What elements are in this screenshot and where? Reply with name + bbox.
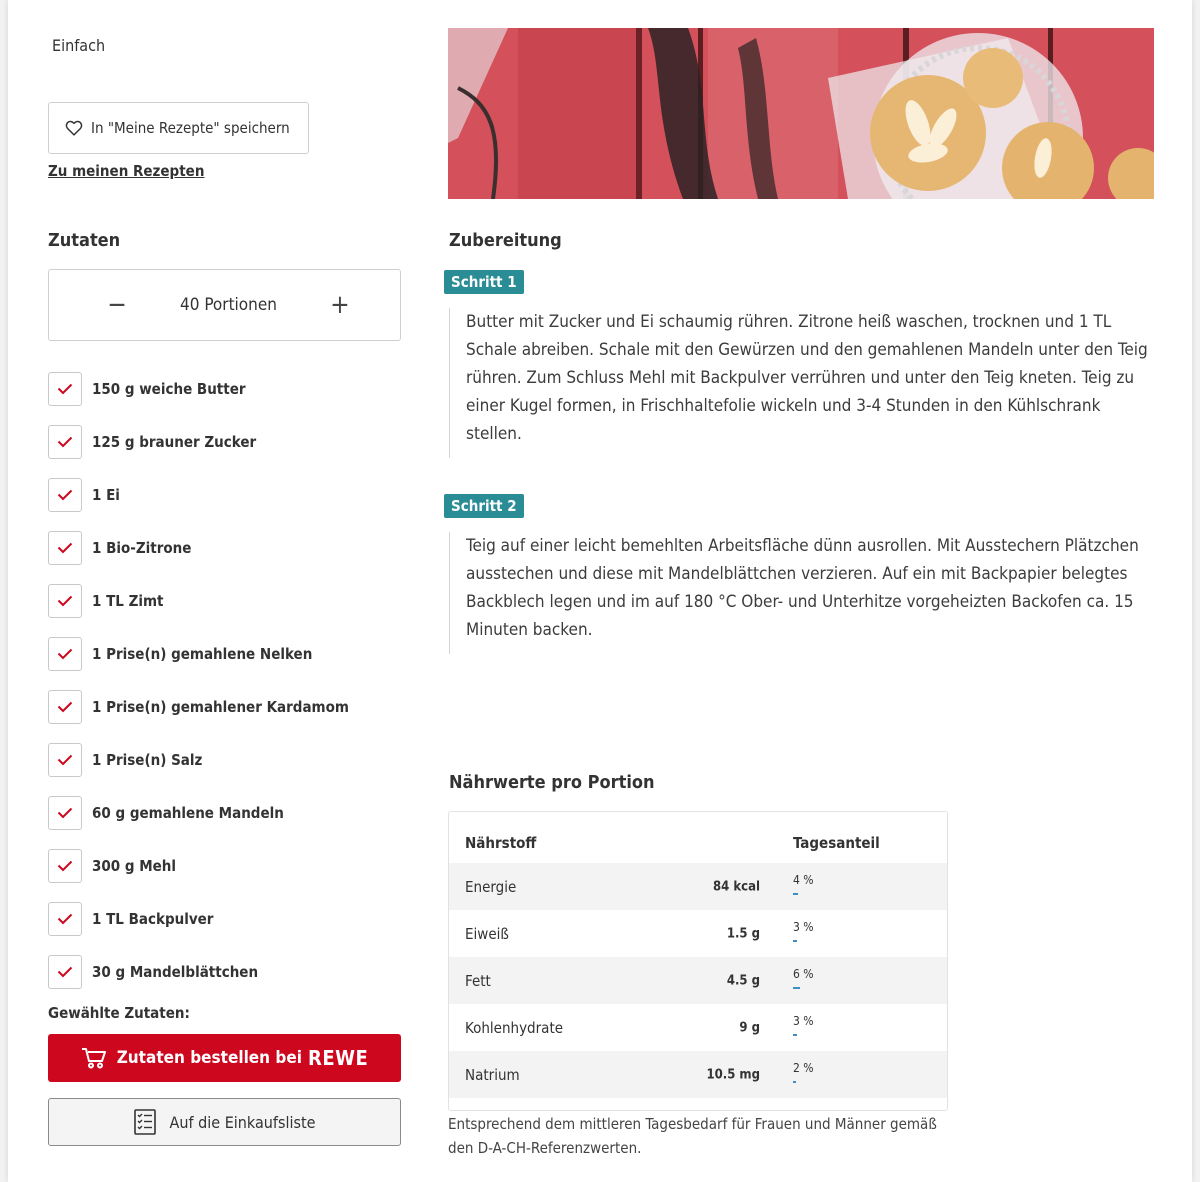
- list-item: [48, 362, 401, 415]
- chosen-ingredients-label: Gewählte Zutaten:: [48, 1004, 190, 1022]
- checkmark-icon: [57, 595, 73, 607]
- nutrient-amount: 1.5 g: [726, 926, 760, 941]
- recipe-hero-image: [448, 28, 1154, 199]
- checkmark-icon: [57, 542, 73, 554]
- cart-icon: [81, 1047, 107, 1069]
- portions-label: 40 Portionen: [180, 295, 277, 315]
- nutrient-percent: 3 %: [793, 1014, 814, 1028]
- heart-icon: [65, 120, 83, 136]
- ingredient-label: 1 Prise(n) gemahlene Nelken: [92, 644, 313, 663]
- list-item: [48, 574, 401, 627]
- ingredient-checkbox[interactable]: [48, 478, 82, 512]
- list-item: [48, 839, 401, 892]
- nutrient-name: Eiweiß: [465, 924, 509, 943]
- step-badge: Schritt 2: [444, 494, 524, 518]
- plus-icon[interactable]: +: [330, 290, 350, 320]
- list-item: [48, 786, 401, 839]
- list-item: [48, 892, 401, 945]
- ingredient-label: 1 Bio-Zitrone: [92, 538, 192, 557]
- ingredient-label: 60 g gemahlene Mandeln: [92, 803, 284, 822]
- order-button-label: Zutaten bestellen bei: [116, 1048, 302, 1068]
- ingredient-label: 30 g Mandelblättchen: [92, 962, 259, 981]
- save-recipe-label: In "Meine Rezepte" speichern: [91, 119, 290, 137]
- ingredient-checkbox[interactable]: [48, 902, 82, 936]
- nutrient-percent: 3 %: [793, 920, 814, 934]
- save-recipe-button[interactable]: [48, 102, 309, 154]
- checkmark-icon: [57, 648, 73, 660]
- ingredient-checkbox[interactable]: [48, 743, 82, 777]
- checkmark-icon: [57, 436, 73, 448]
- checkmark-icon: [57, 489, 73, 501]
- minus-icon[interactable]: −: [107, 290, 127, 320]
- nutrient-percent: 4 %: [793, 873, 814, 887]
- checkmark-icon: [57, 383, 73, 395]
- nutrient-name: Fett: [465, 971, 491, 990]
- daily-share-bar: [793, 893, 798, 895]
- ingredient-checkbox[interactable]: [48, 955, 82, 989]
- portions-stepper: [48, 269, 401, 341]
- ingredient-label: 150 g weiche Butter: [92, 379, 246, 398]
- ingredient-label: 125 g brauner Zucker: [92, 432, 257, 451]
- list-item: [48, 627, 401, 680]
- checkmark-icon: [57, 754, 73, 766]
- ingredient-checkbox[interactable]: [48, 690, 82, 724]
- list-item: [48, 415, 401, 468]
- ingredient-checkbox[interactable]: [48, 637, 82, 671]
- list-item: [48, 468, 401, 521]
- step-text: Teig auf einer leicht bemehlten Arbeitsfläche dünn ausrollen. Mit Ausstechern Plätzchen ausstechen und diese mit Mandelblättchen verzieren. Auf ein mit Backpapier belegtes Backblech legen und im auf 180 °C Ober- und Unterhitze vorgeheizten Backofen ca. 15 Minuten backen.: [449, 532, 1149, 654]
- daily-share-bar: [793, 987, 800, 989]
- step-badge: Schritt 1: [444, 270, 524, 294]
- nutrient-name: Energie: [465, 877, 517, 896]
- ingredient-list: [48, 362, 401, 998]
- list-item: [48, 680, 401, 733]
- checkmark-icon: [57, 701, 73, 713]
- nutrient-amount: 84 kcal: [713, 879, 760, 894]
- ingredient-label: 1 Ei: [92, 485, 120, 504]
- my-recipes-link[interactable]: Zu meinen Rezepten: [48, 162, 205, 180]
- ingredient-label: 300 g Mehl: [92, 856, 177, 875]
- ingredient-checkbox[interactable]: [48, 372, 82, 406]
- nutrient-name: Natrium: [465, 1065, 520, 1084]
- ingredient-checkbox[interactable]: [48, 849, 82, 883]
- ingredient-label: 1 TL Backpulver: [92, 909, 214, 928]
- checkmark-icon: [57, 807, 73, 819]
- difficulty-value: Einfach: [52, 36, 106, 55]
- table-row: [449, 1051, 947, 1098]
- nutrition-heading: Nährwerte pro Portion: [449, 772, 655, 793]
- nutrient-name: Kohlenhydrate: [465, 1018, 564, 1037]
- ingredient-label: 1 Prise(n) gemahlener Kardamom: [92, 697, 349, 716]
- nutrition-footnote: Entsprechend dem mittleren Tagesbedarf für Frauen und Männer gemäß den D-A-CH-Referenzwerten.: [448, 1115, 937, 1157]
- ingredient-checkbox[interactable]: [48, 425, 82, 459]
- ingredients-heading: Zutaten: [48, 230, 121, 251]
- table-row: [449, 957, 947, 1004]
- column-header-daily: Tagesanteil: [793, 834, 880, 852]
- list-item: [48, 945, 401, 998]
- rewe-brand: REWE: [307, 1046, 369, 1070]
- checkmark-icon: [57, 966, 73, 978]
- ingredient-label: 1 TL Zimt: [92, 591, 164, 610]
- ingredient-checkbox[interactable]: [48, 531, 82, 565]
- daily-share-bar: [793, 940, 797, 942]
- daily-share-bar: [793, 1081, 796, 1083]
- order-ingredients-button[interactable]: [48, 1034, 401, 1082]
- nutrient-percent: 6 %: [793, 967, 814, 981]
- list-item: [48, 521, 401, 574]
- table-row: [449, 1004, 947, 1051]
- nutrition-table: [448, 811, 948, 1111]
- nutrient-percent: 2 %: [793, 1061, 814, 1075]
- checklist-icon: [134, 1109, 156, 1135]
- checkmark-icon: [57, 913, 73, 925]
- nutrient-amount: 4.5 g: [726, 973, 760, 988]
- nutrient-amount: 9 g: [739, 1020, 760, 1035]
- table-row: [449, 863, 947, 910]
- list-item: [48, 733, 401, 786]
- ingredient-label: 1 Prise(n) Salz: [92, 750, 203, 769]
- shopping-list-label: Auf die Einkaufsliste: [169, 1112, 316, 1132]
- ingredient-checkbox[interactable]: [48, 584, 82, 618]
- checkmark-icon: [57, 860, 73, 872]
- daily-share-bar: [793, 1034, 797, 1036]
- column-header-nutrient: Nährstoff: [465, 834, 537, 852]
- shopping-list-button[interactable]: [48, 1098, 401, 1146]
- step-text: Butter mit Zucker und Ei schaumig rühren. Zitrone heiß waschen, trocknen und 1 TL Schale abreiben. Schale mit den Gewürzen und den gemahlenen Mandeln unter den Teig rühren. Zum Schluss Mehl mit Backpulver verrühren und unter den Teig kneten. Teig zu einer Kugel formen, in Frischhaltefolie wickeln und 3-4 Stunden in den Kühlschrank stellen.: [449, 308, 1149, 458]
- nutrient-amount: 10.5 mg: [706, 1067, 760, 1082]
- table-row: [449, 910, 947, 957]
- ingredient-checkbox[interactable]: [48, 796, 82, 830]
- preparation-heading: Zubereitung: [449, 230, 562, 251]
